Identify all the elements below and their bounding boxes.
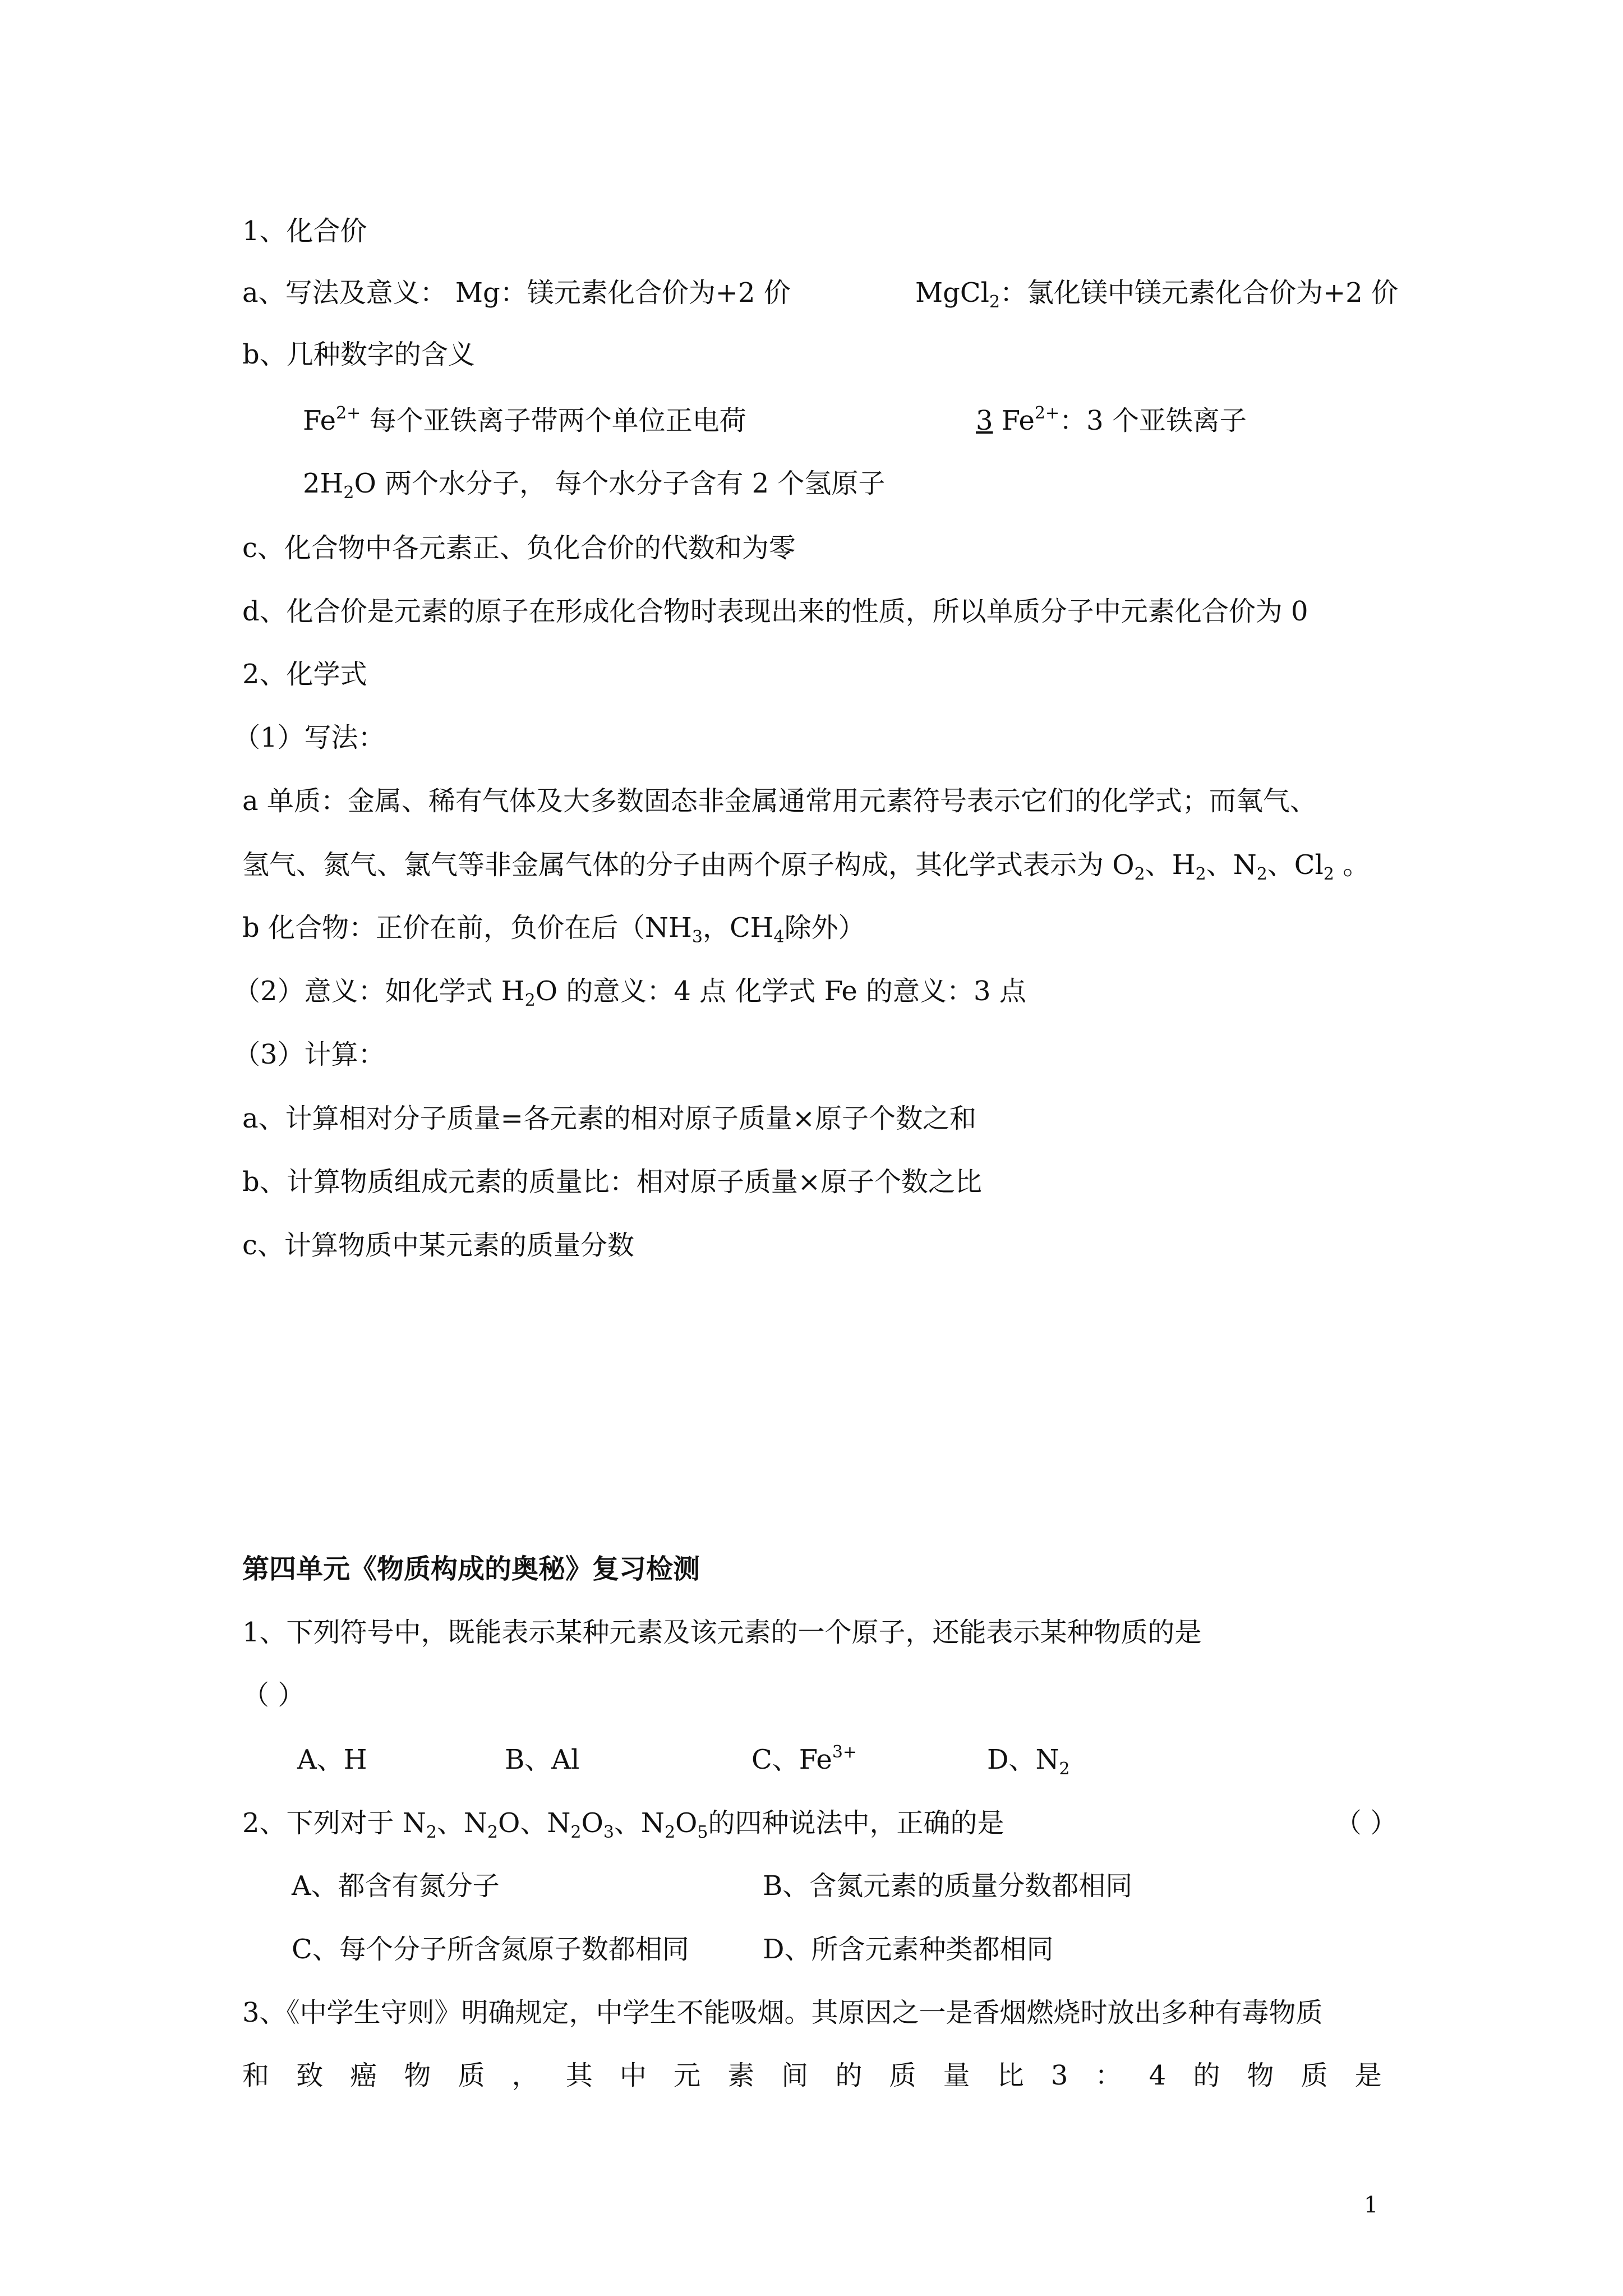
question-1-answer-blank: （ ） <box>242 1680 305 1711</box>
question-2-text: 2、下列对于 $N_2$、$N_2O$、$N_2O_3$、$N_2O_5$的四种说法中，正确的是 <box>242 1807 1004 1842</box>
q1-option-a: A、H <box>297 1744 367 1775</box>
element-valence-zero-rule: d、化合价是元素的原子在形成化合物时表现出来的性质，所以单质分子中元素化合价为 0 <box>242 596 1308 627</box>
calculation-heading: （3）计算： <box>233 1039 385 1070</box>
q1-option-c: C、$Fe^{3+}$ <box>751 1742 857 1775</box>
compound-formula-line: b 化合物：正价在前，负价在后（$NH_3$，$CH_4$除外） <box>242 912 865 947</box>
test-title: 第四单元《物质构成的奥秘》复习检测 <box>242 1553 700 1585</box>
formula-meaning-line: （2）意义：如化学式 $H_2O$ 的意义：4 点 化学式 Fe 的意义：3 点 <box>233 976 1026 1010</box>
element-formula-line-1: a 单质：金属、稀有气体及大多数固态非金属通常用元素符号表示它们的化学式；而氧气、 <box>242 785 1317 817</box>
q2-option-d: D、所含元素种类都相同 <box>763 1934 1054 1965</box>
element-formula-line-2: 氢气、氮气、氯气等非金属气体的分子由两个原子构成，其化学式表示为 $O_2$、$H_2$、$N_2$、$Cl_2$ 。 <box>242 849 1370 884</box>
mg-valence-text: a、写法及意义： Mg：镁元素化合价为+2 价 <box>242 277 791 309</box>
calc-mass-fraction: c、计算物质中某元素的质量分数 <box>242 1230 634 1261</box>
section1-title: 1、化合价 <box>242 215 367 247</box>
page-number: 1 <box>1364 2192 1378 2218</box>
coefficient-3: 3 <box>976 405 993 436</box>
q2-option-b: B、含氮元素的质量分数都相同 <box>763 1870 1133 1902</box>
q2-option-a: A、都含有氮分子 <box>292 1870 500 1902</box>
question-3-line-1: 3、《中学生守则》明确规定，中学生不能吸烟。其原因之一是香烟燃烧时放出多种有毒物质 <box>242 1997 1323 2028</box>
fe-ion-count-line: 3 $Fe^{2+}$：3 个亚铁离子 <box>976 403 1247 436</box>
question-1-text: 1、下列符号中，既能表示某种元素及该元素的一个原子，还能表示某种物质的是 <box>242 1617 1202 1648</box>
q1-option-d: D、$N_2$ <box>987 1744 1070 1779</box>
calc-relative-mass: a、计算相对分子质量=各元素的相对原子质量×原子个数之和 <box>242 1103 977 1134</box>
valence-sum-rule: c、化合物中各元素正、负化合价的代数和为零 <box>242 532 796 564</box>
section2-title: 2、化学式 <box>242 659 367 690</box>
water-molecule-line: $2H_2O$ 两个水分子， 每个水分子含有 2 个氢原子 <box>303 468 886 503</box>
question-3-line-2: 和 致 癌 物 质 ， 其 中 元 素 间 的 质 量 比 3 ： 4 的 物 质 是 <box>242 2060 1382 2091</box>
valence-writing-line <box>242 275 1399 312</box>
fe-ion-charge-line: $Fe^{2+}$ 每个亚铁离子带两个单位正电荷 <box>303 403 746 436</box>
mgcl2-valence-text: MgCl$_2$：氯化镁中镁元素化合价为+2 价 <box>915 277 1399 312</box>
q1-option-b: B、Al <box>505 1744 580 1775</box>
writing-method-heading: （1）写法： <box>233 722 385 753</box>
numbers-meaning-title: b、几种数字的含义 <box>242 339 475 370</box>
q2-option-c: C、每个分子所含氮原子数都相同 <box>292 1934 689 1965</box>
calc-mass-ratio: b、计算物质组成元素的质量比：相对原子质量×原子个数之比 <box>242 1166 982 1198</box>
question-2-answer-blank: （ ） <box>1335 1807 1398 1839</box>
